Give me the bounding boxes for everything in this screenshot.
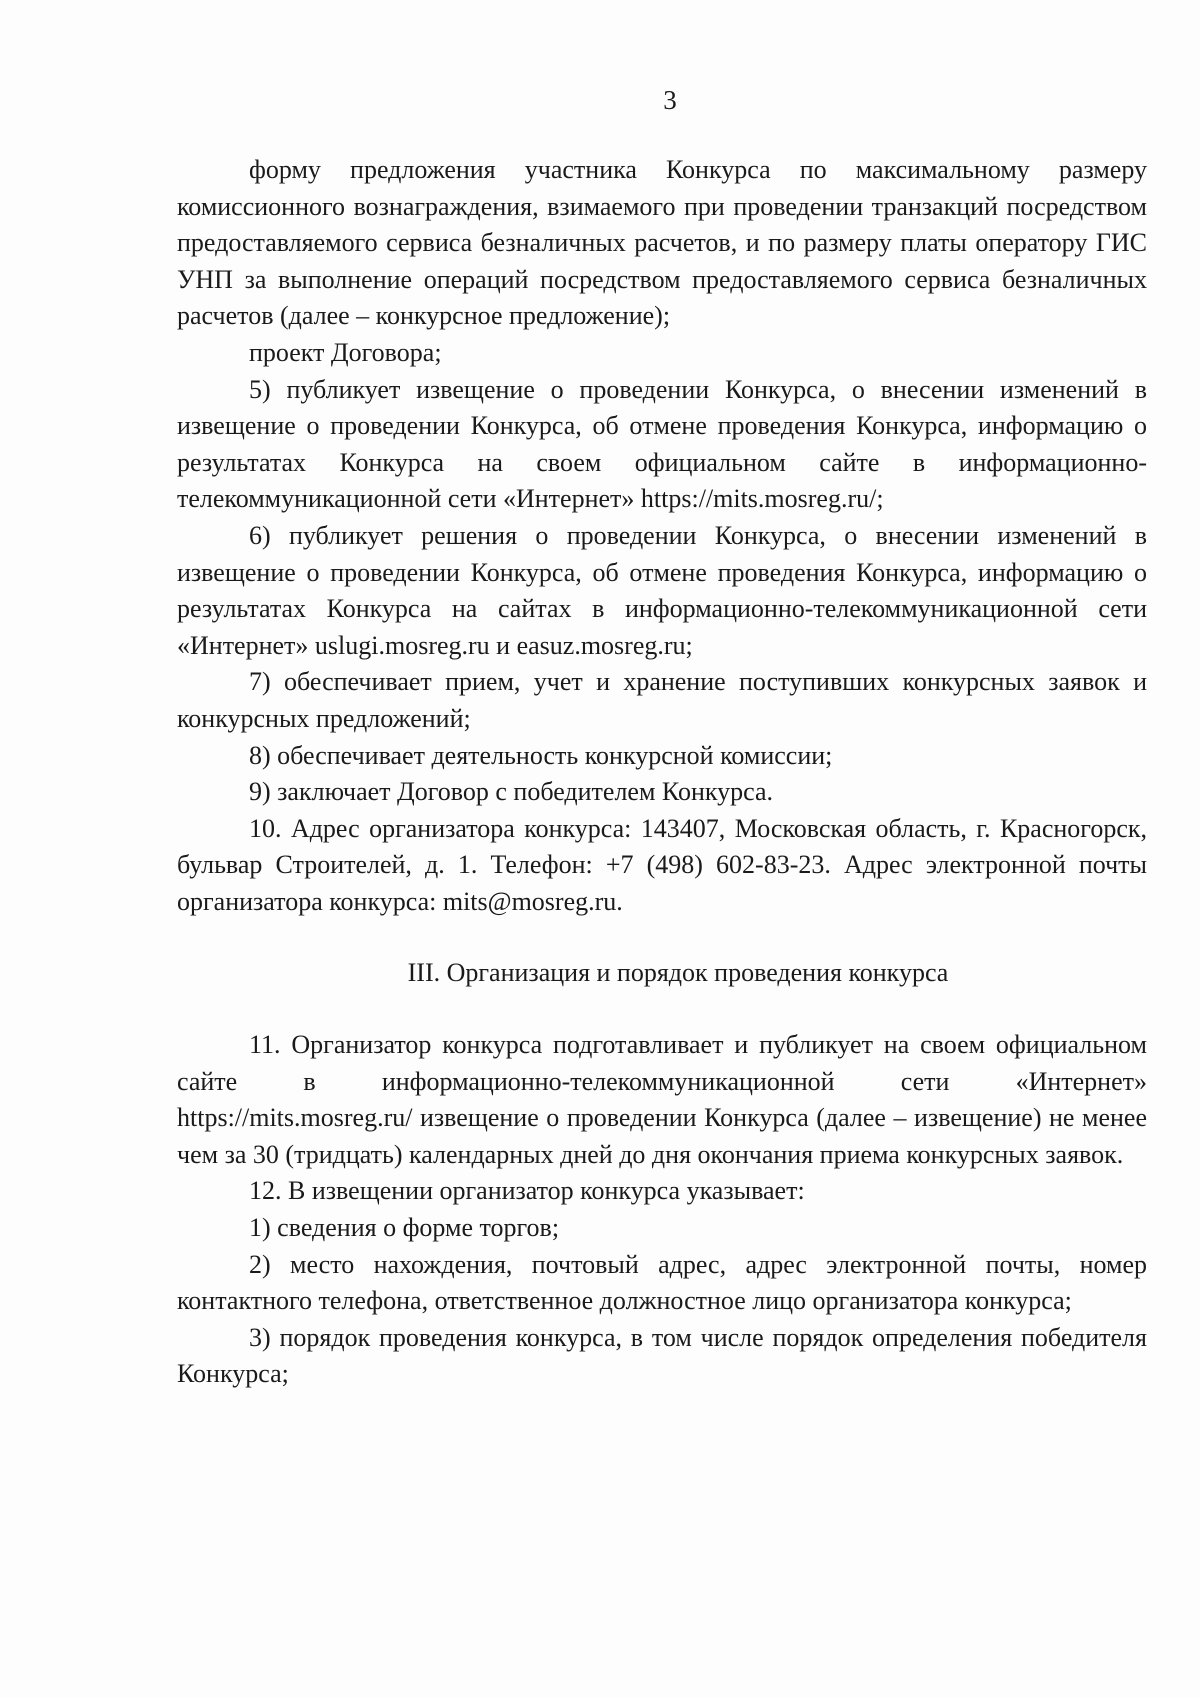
paragraph-item-7: 7) обеспечивает прием, учет и хранение поступивших конкурсных заявок и конкурсных предложений; [177, 667, 1147, 733]
document-body [177, 152, 1147, 1393]
paragraph-item-12: 12. В извещении организатор конкурса указывает: [249, 1176, 805, 1206]
paragraph-subitem-3: 3) порядок проведения конкурса, в том числе порядок определения победителя Конкурса; [177, 1322, 1147, 1389]
paragraph-item-5: 5) публикует извещение о проведении Конкурса, о внесении изменений в извещение о проведении Конкурса, об отмене проведения Конкурса, информацию о результатах Конкурса на своем официальном сайте в информационно-телекоммуникационной сети «Интернет» https://mits.mosreg.ru/; [177, 374, 1147, 514]
paragraph-draft-contract: проект Договора; [249, 337, 442, 367]
paragraph-subitem-1: 1) сведения о форме торгов; [249, 1213, 560, 1243]
section-heading: III. Организация и порядок проведения конкурса [407, 958, 949, 988]
paragraph-proposal-form: форму предложения участника Конкурса по максимальному размеру комиссионного вознаграждения, взимаемого при проведении транзакций посредством предоставляемого сервиса безналичных расчетов, и по размеру платы оператору ГИС УНП за выполнение операций посредством предоставляемого сервиса безналичных расчетов (далее – конкурсное предложение); [177, 155, 1147, 331]
paragraph-item-9: 9) заключает Договор с победителем Конкурса. [249, 777, 774, 807]
paragraph-subitem-2: 2) место нахождения, почтовый адрес, адрес электронной почты, номер контактного телефона, ответственное должностное лицо организатора конкурса; [177, 1249, 1147, 1316]
paragraph-item-6: 6) публикует решения о проведении Конкурса, о внесении изменений в извещение о проведении Конкурса, об отмене проведения Конкурса, информацию о результатах Конкурса на сайтах в информационно-телекоммуникационной сети «Интернет» uslugi.mosreg.ru и easuz.mosreg.ru; [177, 520, 1147, 660]
page-number: 3 [663, 85, 677, 115]
paragraph-item-11: 11. Организатор конкурса подготавливает и публикует на своем официальном сайте в информационно-телекоммуникационной сети «Интернет» https://mits.mosreg.ru/ извещение о проведении Конкурса (далее – извещение) не менее чем за 30 (тридцать) календарных дней до дня окончания приема конкурсных заявок. [177, 1030, 1147, 1169]
paragraph-item-10-address: 10. Адрес организатора конкурса: 143407, Московская область, г. Красногорск, бульвар Строителей, д. 1. Телефон: +7 (498) 602-83-23. Адрес электронной почты организатора конкурса: mits@mosreg.ru. [177, 813, 1147, 916]
paragraph-item-8: 8) обеспечивает деятельность конкурсной комиссии; [249, 740, 833, 770]
